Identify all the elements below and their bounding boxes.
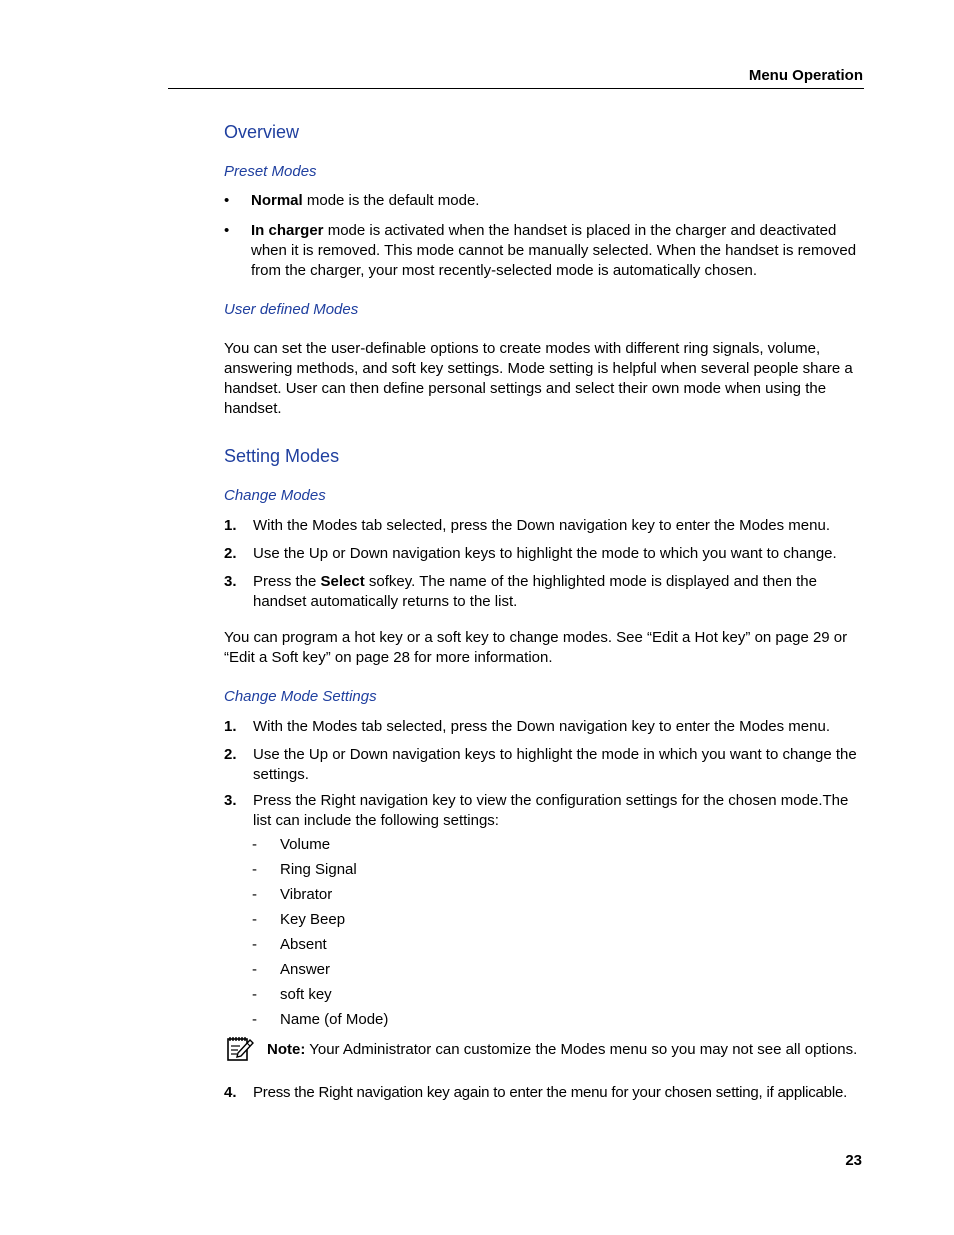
bullet-text: mode is the default mode. <box>302 192 480 209</box>
bullet-marker: • <box>224 222 230 239</box>
dash-marker: - <box>252 936 257 953</box>
running-header: Menu Operation <box>748 67 863 84</box>
dash-marker: - <box>252 961 257 978</box>
dash-marker: - <box>252 1011 257 1028</box>
step-text-post: sofkey. The name of the highlighted mode is displayed and then the handset automatically returns to the list. <box>253 573 817 610</box>
setting-item: Absent <box>280 936 327 953</box>
bullet-bold: In charger <box>251 222 324 239</box>
subheading-change-modes: Change Modes <box>224 487 326 504</box>
bullet-item <box>251 221 864 281</box>
header-divider <box>168 88 864 89</box>
step-text-pre: Press the <box>253 573 321 590</box>
note-body: Your Administrator can customize the Modes menu so you may not see all options. <box>305 1041 858 1058</box>
bullet-text: mode is activated when the handset is placed in the charger and deactivated when it is removed. This mode cannot be manually selected. When the handset is removed from the charger, your most recently-selected mode is automatically chosen. <box>251 222 857 279</box>
section-heading-overview: Overview <box>224 122 300 142</box>
setting-item: soft key <box>280 986 332 1003</box>
step-number: 4. <box>224 1084 237 1101</box>
section-heading-setting-modes: Setting Modes <box>224 446 340 466</box>
paragraph-user-defined: You can set the user-definable options to create modes with different ring signals, volume, answering methods, and soft key settings. Mode setting is helpful when several people share a handset. User can then define personal settings and select their own mode when using the handset. <box>224 340 853 417</box>
step-text: With the Modes tab selected, press the Down navigation key to enter the Modes menu. <box>253 517 830 534</box>
note-text <box>267 1040 867 1060</box>
step-number: 3. <box>224 792 237 809</box>
dash-marker: - <box>252 911 257 928</box>
step-number: 2. <box>224 746 237 763</box>
setting-item: Name (of Mode) <box>280 1011 389 1028</box>
bullet-marker: • <box>224 192 230 209</box>
step-text: With the Modes tab selected, press the Down navigation key to enter the Modes menu. <box>253 718 830 735</box>
subheading-preset-modes: Preset Modes <box>224 163 317 180</box>
step-bold: Select <box>320 573 365 590</box>
setting-item: Volume <box>280 836 331 853</box>
step-number: 2. <box>224 545 237 562</box>
step-number: 1. <box>224 517 237 534</box>
step-text: Press the Right navigation key again to enter the menu for your chosen setting, if applicable. <box>253 1084 848 1101</box>
subheading-user-defined-modes: User defined Modes <box>224 301 359 318</box>
setting-item: Ring Signal <box>280 861 357 878</box>
step-text <box>253 572 864 612</box>
dash-marker: - <box>252 886 257 903</box>
step-text: Use the Up or Down navigation keys to highlight the mode to which you want to change. <box>253 545 837 562</box>
note-label: Note: <box>267 1041 306 1058</box>
setting-item: Answer <box>280 961 331 978</box>
step-number: 1. <box>224 718 237 735</box>
dash-marker: - <box>252 836 257 853</box>
bullet-item <box>251 191 864 211</box>
step-text: Press the Right navigation key to view the configuration settings for the chosen mode.The list can include the following settings: <box>253 792 849 829</box>
paragraph-hot-key: You can program a hot key or a soft key to change modes. See “Edit a Hot key” on page 29 or “Edit a Soft key” on page 28 for more information. <box>224 629 848 666</box>
note-pencil-icon <box>226 1034 254 1062</box>
bullet-bold: Normal <box>251 192 303 209</box>
subheading-change-mode-settings: Change Mode Settings <box>224 688 377 705</box>
dash-marker: - <box>252 986 257 1003</box>
setting-item: Key Beep <box>280 911 346 928</box>
step-text: Use the Up or Down navigation keys to highlight the mode in which you want to change the settings. <box>253 746 857 783</box>
setting-item: Vibrator <box>280 886 333 903</box>
dash-marker: - <box>252 861 257 878</box>
page-number: 23 <box>845 1152 862 1169</box>
step-number: 3. <box>224 573 237 590</box>
